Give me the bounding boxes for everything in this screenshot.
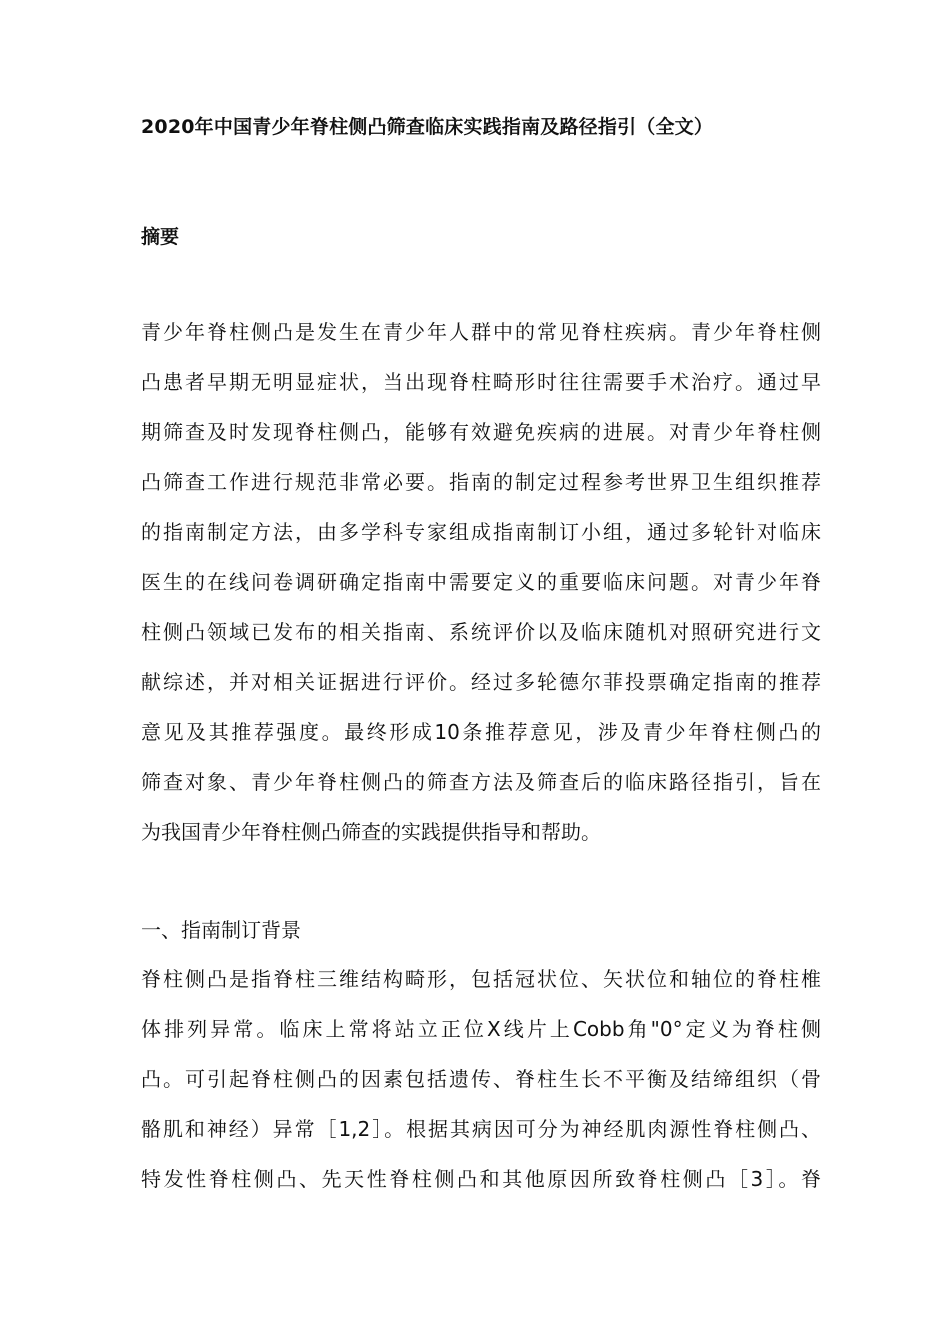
- abstract-line: 意见及其推荐强度。最终形成10条推荐意见，涉及青少年脊柱侧凸的: [141, 720, 821, 744]
- abstract-line: 献综述，并对相关证据进行评价。经过多轮德尔菲投票确定指南的推荐: [141, 670, 821, 694]
- abstract-line: 期筛查及时发现脊柱侧凸，能够有效避免疾病的进展。对青少年脊柱侧: [141, 420, 821, 444]
- section-line: 脊柱侧凸是指脊柱三维结构畸形，包括冠状位、矢状位和轴位的脊柱椎: [141, 967, 821, 991]
- abstract-paragraph: [141, 317, 821, 867]
- section-line: 体排列异常。临床上常将站立正位X线片上Cobb角"0°定义为脊柱侧: [141, 1017, 821, 1041]
- section-line: 特发性脊柱侧凸、先天性脊柱侧凸和其他原因所致脊柱侧凸［3］。脊: [141, 1167, 821, 1191]
- abstract-line: 医生的在线问卷调研确定指南中需要定义的重要临床问题。对青少年脊: [141, 570, 821, 594]
- abstract-line: 凸患者早期无明显症状，当出现脊柱畸形时往往需要手术治疗。通过早: [141, 370, 821, 394]
- abstract-line: 柱侧凸领域已发布的相关指南、系统评价以及临床随机对照研究进行文: [141, 620, 821, 644]
- abstract-heading: 摘要: [141, 226, 180, 248]
- section-heading: 一、指南制订背景: [141, 918, 301, 942]
- section-line: 骼肌和神经）异常［1,2］。根据其病因可分为神经肌肉源性脊柱侧凸、: [141, 1117, 821, 1141]
- abstract-line: 筛查对象、青少年脊柱侧凸的筛查方法及筛查后的临床路径指引，旨在: [141, 770, 821, 794]
- section-paragraph: [141, 964, 821, 1214]
- document-title: 2020年中国青少年脊柱侧凸筛查临床实践指南及路径指引（全文）: [141, 116, 714, 138]
- abstract-line: 为我国青少年脊柱侧凸筛查的实践提供指导和帮助。: [141, 820, 601, 844]
- abstract-line: 凸筛查工作进行规范非常必要。指南的制定过程参考世界卫生组织推荐: [141, 470, 821, 494]
- section-line: 凸。可引起脊柱侧凸的因素包括遗传、脊柱生长不平衡及结缔组织（骨: [141, 1067, 821, 1091]
- abstract-line: 的指南制定方法，由多学科专家组成指南制订小组，通过多轮针对临床: [141, 520, 821, 544]
- abstract-line: 青少年脊柱侧凸是发生在青少年人群中的常见脊柱疾病。青少年脊柱侧: [141, 320, 821, 344]
